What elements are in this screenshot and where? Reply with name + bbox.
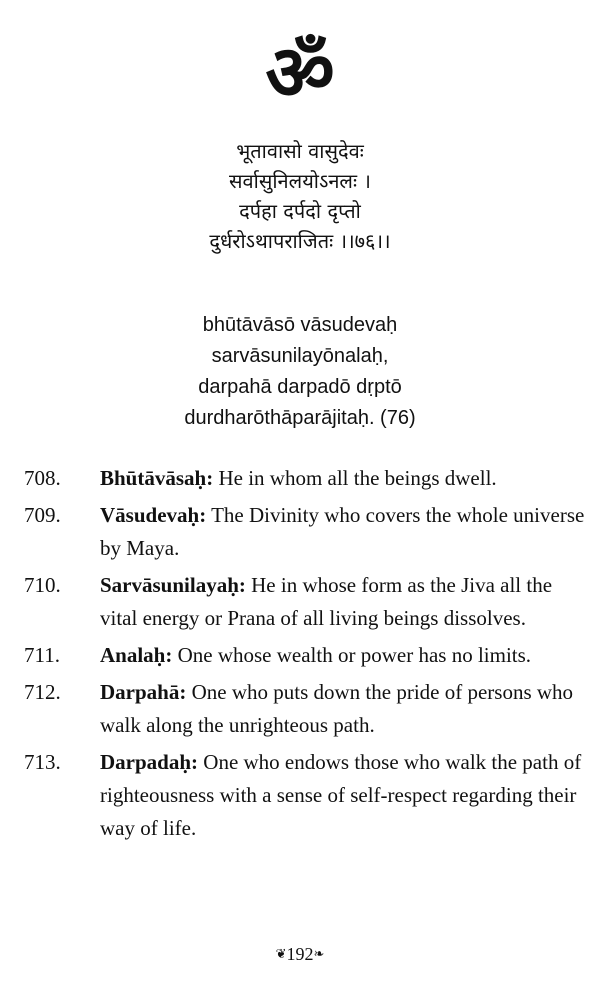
entry-term: Analaḥ:	[100, 643, 173, 667]
entry-text	[100, 499, 594, 565]
entry-711	[24, 639, 594, 672]
sanskrit-line-1: भूतावासो वासुदेवः	[236, 139, 364, 163]
entry-709	[24, 499, 594, 565]
entry-text	[100, 639, 594, 672]
entry-713	[24, 746, 594, 845]
entry-definition: The Divinity who covers the whole universe by Maya.	[100, 503, 585, 560]
entry-term: Darpadaḥ:	[100, 750, 199, 774]
sanskrit-line-2: सर्वासुनिलयोऽनलः ।	[229, 169, 371, 193]
entry-term: Bhūtāvāsaḥ:	[100, 466, 214, 490]
ornament-left-icon: ❦	[275, 946, 287, 961]
entry-number: 708.	[24, 466, 61, 490]
page-number-footer	[0, 944, 600, 965]
transliteration-line-3: darpahā darpadō dṛptō	[198, 376, 402, 398]
transliteration-line-1: bhūtāvāsō vāsudevaḥ	[202, 314, 398, 336]
entry-term: Vāsudevaḥ:	[100, 503, 207, 527]
transliteration	[0, 310, 600, 434]
name-entries-list	[24, 462, 594, 849]
ornament-right-icon: ❧	[313, 946, 325, 961]
entry-number: 709.	[24, 503, 61, 527]
sanskrit-verse	[0, 136, 600, 256]
transliteration-line-4: durdharōthāparājitaḥ. (76)	[184, 407, 416, 429]
transliteration-line-2: sarvāsunilayōnalaḥ,	[211, 345, 389, 367]
entry-708	[24, 462, 594, 495]
page-number: 192	[286, 944, 314, 964]
om-symbol: ॐ	[265, 28, 335, 117]
entry-term: Sarvāsunilayaḥ:	[100, 573, 246, 597]
entry-number: 710.	[24, 573, 61, 597]
sanskrit-line-3: दर्पहा दर्पदो दृप्तो	[239, 199, 361, 223]
entry-definition: One who puts down the pride of persons who walk along the unrighteous path.	[100, 680, 574, 737]
entry-number: 712.	[24, 680, 61, 704]
entry-710	[24, 569, 594, 635]
entry-definition: One whose wealth or power has no limits.	[172, 643, 532, 667]
entry-text	[100, 746, 594, 845]
sanskrit-line-4: दुर्धरोऽथापराजितः ।।७६।।	[209, 229, 391, 253]
entry-number: 711.	[24, 643, 60, 667]
entry-definition: One who endows those who walk the path of righteousness with a sense of self-respect regarding their way of life.	[100, 750, 582, 840]
entry-definition: He in whose form as the Jiva all the vital energy or Prana of all living beings dissolves.	[100, 573, 553, 630]
entry-term: Darpahā:	[100, 680, 187, 704]
entry-number: 713.	[24, 750, 61, 774]
entry-text	[100, 676, 594, 742]
entry-text	[100, 462, 594, 495]
entry-definition: He in whom all the beings dwell.	[213, 466, 497, 490]
entry-712	[24, 676, 594, 742]
entry-text	[100, 569, 594, 635]
